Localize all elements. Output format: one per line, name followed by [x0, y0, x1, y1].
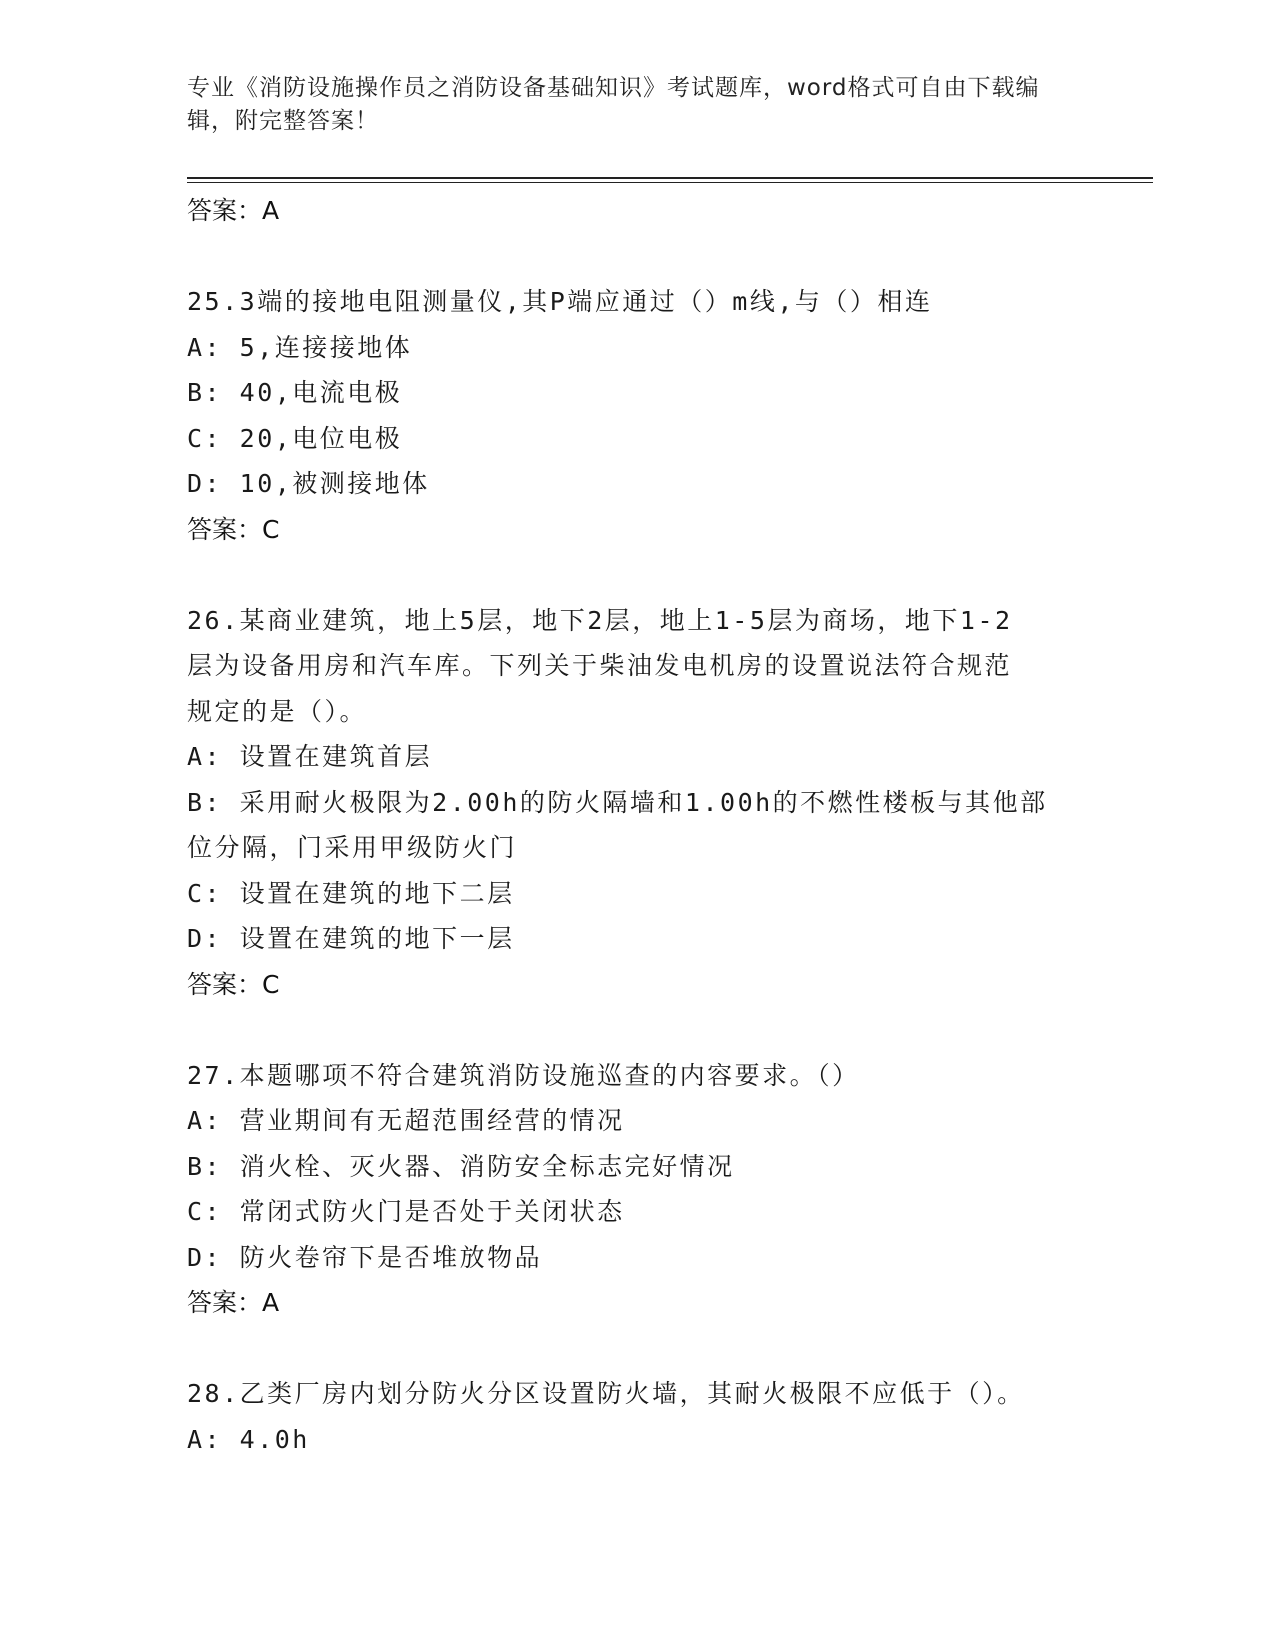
answer-26: 答案：C [187, 969, 280, 999]
option-d: D: 防火卷帘下是否堆放物品 [187, 1242, 543, 1272]
answer-27: 答案：A [187, 1288, 280, 1317]
option-a: A: 4.0h [187, 1424, 310, 1454]
header-line-1: 专业《消防设施操作员之消防设备基础知识》考试题库，word格式可自由下载编 [187, 75, 1040, 101]
spacer [187, 1007, 1087, 1053]
question-27 [187, 1053, 1087, 1326]
question-25 [187, 279, 1087, 552]
question-stem: 26.某商业建筑，地上5层，地下2层，地上1-5层为商场，地下1-2 [187, 605, 1013, 635]
header-divider-thin [187, 182, 1153, 183]
question-stem: 27.本题哪项不符合建筑消防设施巡查的内容要求。（） [187, 1060, 860, 1090]
question-28 [187, 1371, 1087, 1462]
answer-24: 答案：A [187, 196, 280, 225]
question-list [187, 188, 1087, 1462]
header-line-2: 辑，附完整答案！ [187, 108, 379, 134]
header-divider-thick [187, 177, 1153, 179]
question-stem-cont: 规定的是（）。 [187, 696, 368, 726]
option-c: C: 设置在建筑的地下二层 [187, 878, 515, 908]
option-d: D: 10,被测接地体 [187, 469, 430, 498]
spacer [187, 1326, 1087, 1372]
question-stem-cont: 层为设备用房和汽车库。下列关于柴油发电机房的设置说法符合规范 [187, 651, 1013, 680]
option-b-cont: 位分隔，门采用甲级防火门 [187, 833, 518, 862]
question-stem: 28.乙类厂房内划分防火分区设置防火墙，其耐火极限不应低于（）。 [187, 1379, 1025, 1408]
spacer [187, 552, 1087, 598]
option-b: B: 消火栓、灭火器、消防安全标志完好情况 [187, 1151, 735, 1181]
option-c: C: 常闭式防火门是否处于关闭状态 [187, 1197, 625, 1226]
option-d: D: 设置在建筑的地下一层 [187, 924, 515, 953]
option-a: A: 5,连接接地体 [187, 332, 413, 362]
option-c: C: 20,电位电极 [187, 423, 403, 453]
document-header [187, 72, 1067, 138]
option-a: A: 设置在建筑首层 [187, 742, 433, 771]
option-b: B: 采用耐火极限为2.00h的防火隔墙和1.00h的不燃性楼板与其他部 [187, 787, 1048, 817]
option-a: A: 营业期间有无超范围经营的情况 [187, 1106, 625, 1135]
question-stem: 25.3端的接地电阻测量仪,其P端应通过（）m线,与（）相连 [187, 287, 933, 316]
answer-25: 答案：C [187, 514, 280, 544]
spacer [187, 234, 1087, 280]
option-b: B: 40,电流电极 [187, 378, 403, 407]
question-26 [187, 598, 1087, 1008]
